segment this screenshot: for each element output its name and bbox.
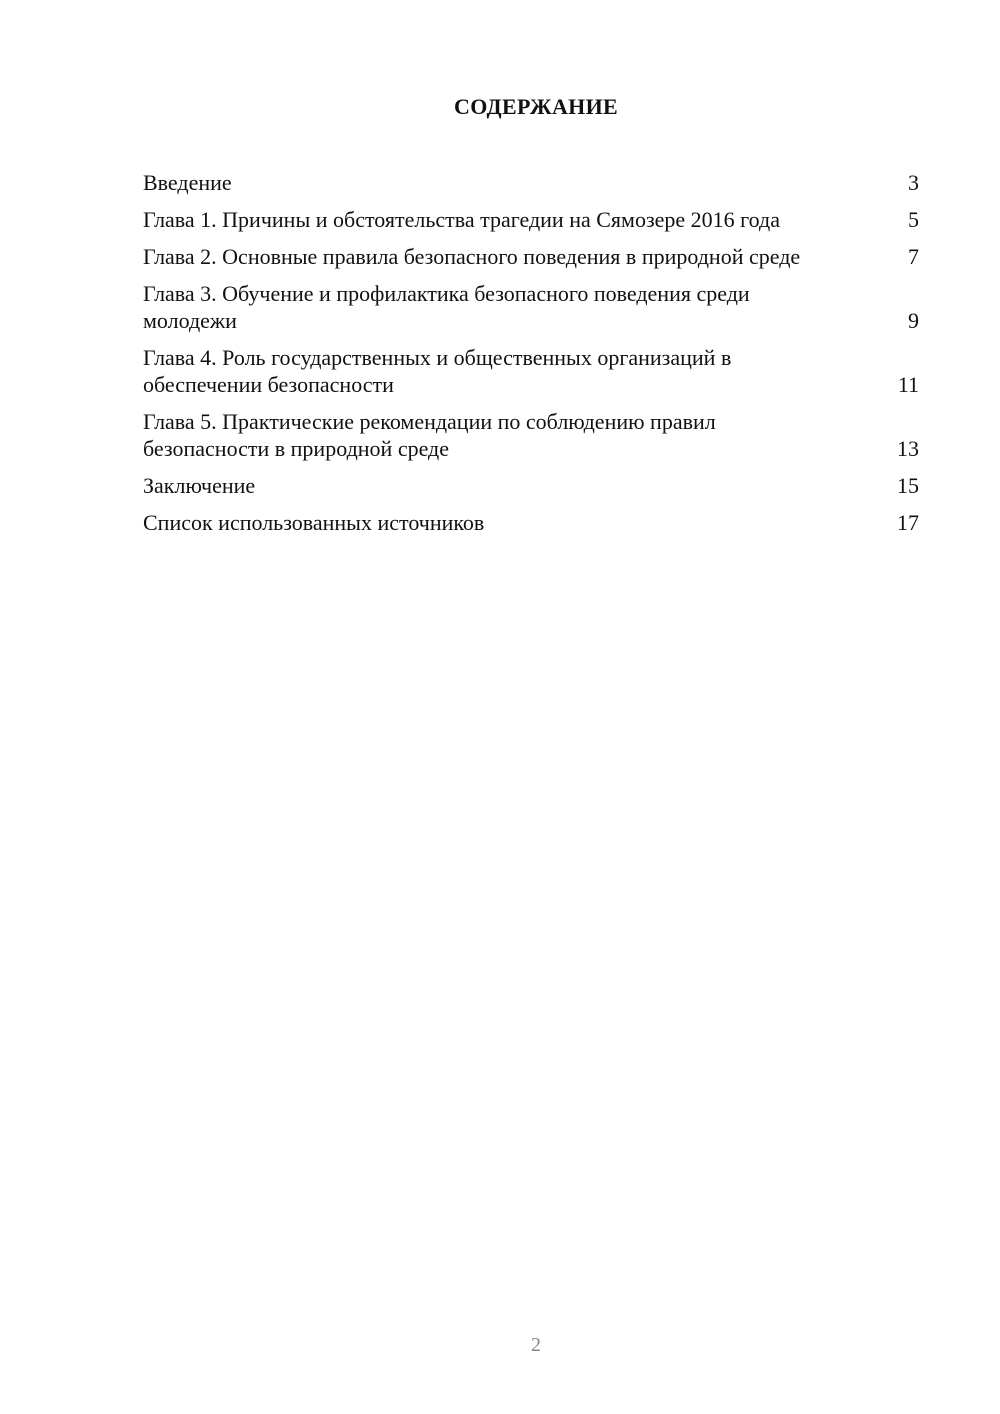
toc-entry-page: 13 (897, 436, 919, 461)
toc-entry-title: Глава 2. Основные правила безопасного поведения в природной среде (143, 244, 801, 269)
page-number: 2 (531, 1334, 541, 1356)
toc-entry-page: 11 (897, 372, 919, 397)
toc-entry-page: 7 (908, 244, 919, 269)
toc-entry-page: 3 (908, 170, 919, 195)
toc-entry-title: Заключение (143, 473, 256, 498)
toc-entry-chapter-4[interactable] (143, 344, 919, 398)
toc-entry-references[interactable] (143, 509, 919, 536)
toc-entry-chapter-2[interactable] (143, 243, 919, 270)
toc-entry-title: Введение (143, 170, 232, 195)
toc-entry-chapter-5[interactable] (143, 408, 919, 462)
toc-entry-page: 5 (908, 207, 919, 232)
toc-entry-chapter-3[interactable] (143, 280, 919, 334)
toc-entry-title: Глава 5. Практические рекомендации по соблюдению правил безопасности в природной среде (143, 409, 716, 461)
page-title: СОДЕРЖАНИЕ (454, 94, 618, 119)
toc-entry-page: 9 (908, 308, 919, 333)
toc-entry-page: 17 (897, 510, 919, 535)
toc-entry-chapter-1[interactable] (143, 206, 919, 233)
toc-entry-title: Список использованных источников (143, 510, 485, 535)
toc-entry-introduction[interactable] (143, 169, 919, 196)
toc-entry-title: Глава 4. Роль государственных и общественных организаций в обеспечении безопасности (143, 345, 732, 397)
toc-entry-title: Глава 1. Причины и обстоятельства трагедии на Сямозере 2016 года (143, 207, 780, 232)
toc-entry-page: 15 (897, 473, 919, 498)
toc-entry-title: Глава 3. Обучение и профилактика безопасного поведения среди молодежи (143, 281, 750, 333)
table-of-contents (143, 169, 919, 546)
toc-entry-conclusion[interactable] (143, 472, 919, 499)
